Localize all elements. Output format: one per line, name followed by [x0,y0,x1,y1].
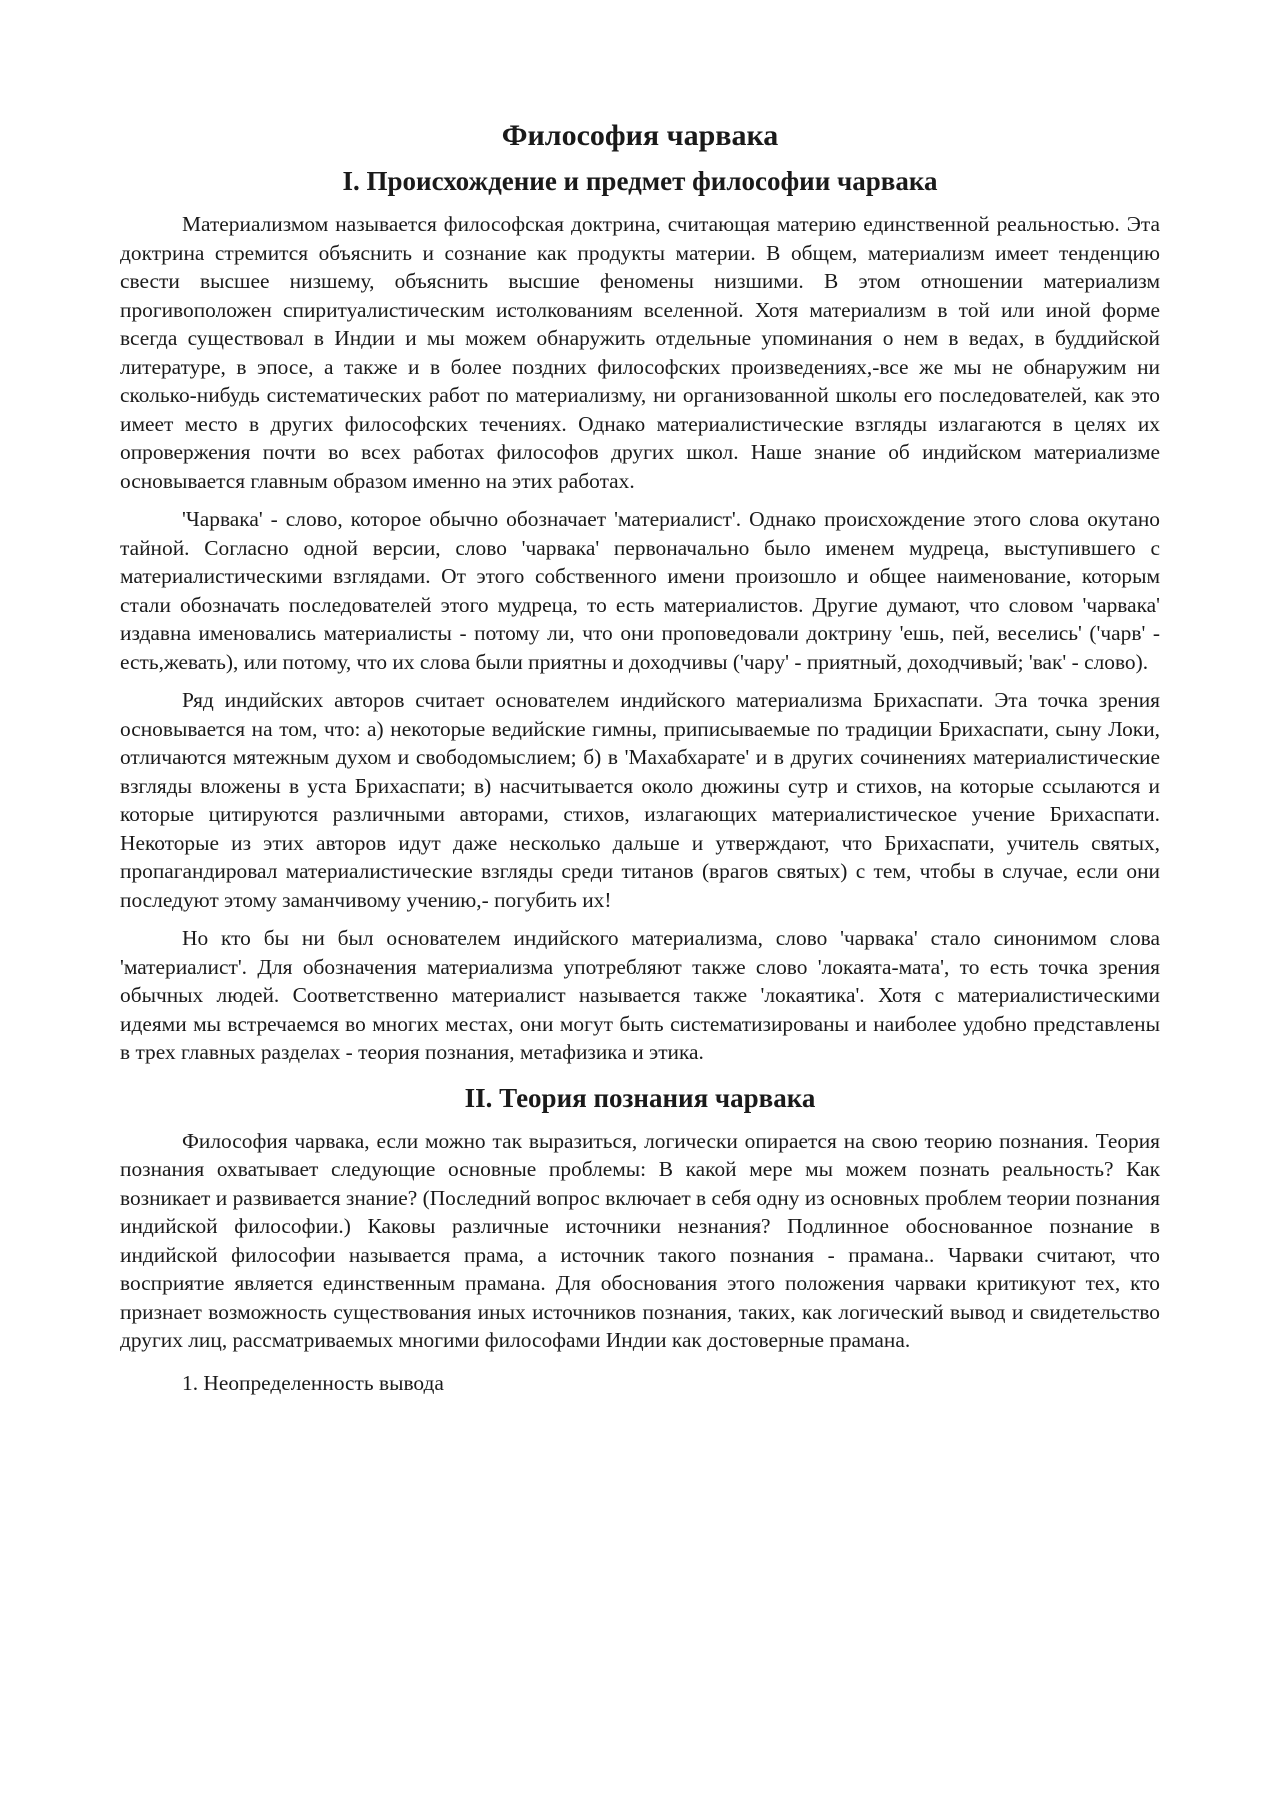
section-2-heading: II. Теория познания чарвака [464,1082,816,1113]
section-2-paragraph-1: Философия чарвака, если можно так выразиться, логически опирается на свою теорию познания. Теория познания охватывает следующие основные проблемы: В какой мере мы можем познать реальность? Как возникает и развивается знание? (Последний вопрос включает в себя одну из основных проблем теории познания индийской философии.) Каковы различные источники незнания? Подлинное обоснованное познание в индийской философии называется прама, а источник такого познания - прамана.. Чарваки считают, что восприятие является единственным прамана. Для обоснования этого положения чарваки критикуют тех, кто признает возможность существования иных источников познания, таких, как логический вывод и свидетельство других лиц, рассматриваемых многими философами Индии как достоверные прамана. [120,1128,1160,1352]
section-1-paragraph-3: Ряд индийских авторов считает основателем индийского материализма Брихаспати. Эта точка зрения основывается на том, что: а) некоторые ведийские гимны, приписываемые по традиции Брихаспати, сыну Локи, отличаются мятежным духом и свободомыслием; б) в 'Махабхарате' и в других сочинениях материалистические взгляды вложены в уста Брихаспати; в) насчитывается около дюжины сутр и стихов, на которые ссылаются и которые цитируются различными авторами, стихов, излагающих материалистическое учение Брихаспати. Некоторые из этих авторов идут даже несколько дальше и утверждают, что Брихаспати, учитель святых, пропагандировал материалистические взгляды среди титанов (врагов святых) с тем, чтобы в случае, если они последуют этому заманчивому учению,- погубить их! [120,688,1160,912]
document-page [120,118,1160,1397]
section-1-paragraph-4: Но кто бы ни был основателем индийского материализма, слово 'чарвака' стало синонимом слова 'материалист'. Для обозначения материализма употребляют также слово 'локаята-мата', то есть точка зрения обычных людей. Соответственно материалист называется также 'локаятика'. Хотя с материалистическими идеями мы встречаемся во многих местах, они могут быть систематизированы и наиболее удобно представлены в трех главных разделах - теория познания, метафизика и этика. [120,926,1160,1064]
document-title: Философия чарвака [501,119,779,152]
section-2-list-item-1: 1. Неопределенность вывода [182,1370,444,1395]
section-1-paragraph-1: Материализмом называется философская доктрина, считающая материю единственной реальностью. Эта доктрина стремится объяснить и сознание как продукты материи. В общем, материализм имеет тенденцию свести высшее низшему, объяснить высшие феномены низшими. В этом отношении материализм прогивоположен спиритуалистическим истолкованиям вселенной. Хотя материализм в той или иной форме всегда существовал в Индии и мы можем обнаружить отдельные упоминания о нем в ведах, в буддийской литературе, в эпосе, а также и в более поздних философских произведениях,-все же мы не обнаружим ни сколько-нибудь систематических работ по материализму, ни организованной школы его последователей, как это имеет место в других философских течениях. Однако материалистические взгляды излагаются в целях их опровержения почти во всех работах философов других школ. Наше знание об индийском материализме основывается главным образом именно на этих работах. [120,212,1160,493]
section-1-paragraph-2: 'Чарвака' - слово, которое обычно обозначает 'материалист'. Однако происхождение этого слова окутано тайной. Согласно одной версии, слово 'чарвака' первоначально было именем мудреца, выступившего с материалистическими взглядами. От этого собственного имени произошло и общее наименование, которым стали обозначать последователей этого мудреца, то есть материалистов. Другие думают, что словом 'чарвака' издавна именовались материалисты - потому ли, что они проповедовали доктрину 'ешь, пей, веселись' ('чарв' - есть,жевать), или потому, что их слова были приятны и доходчивы ('чару' - приятный, доходчивый; 'вак' - слово). [120,507,1160,674]
section-1-heading: I. Происхождение и предмет философии чарвака [342,166,938,196]
